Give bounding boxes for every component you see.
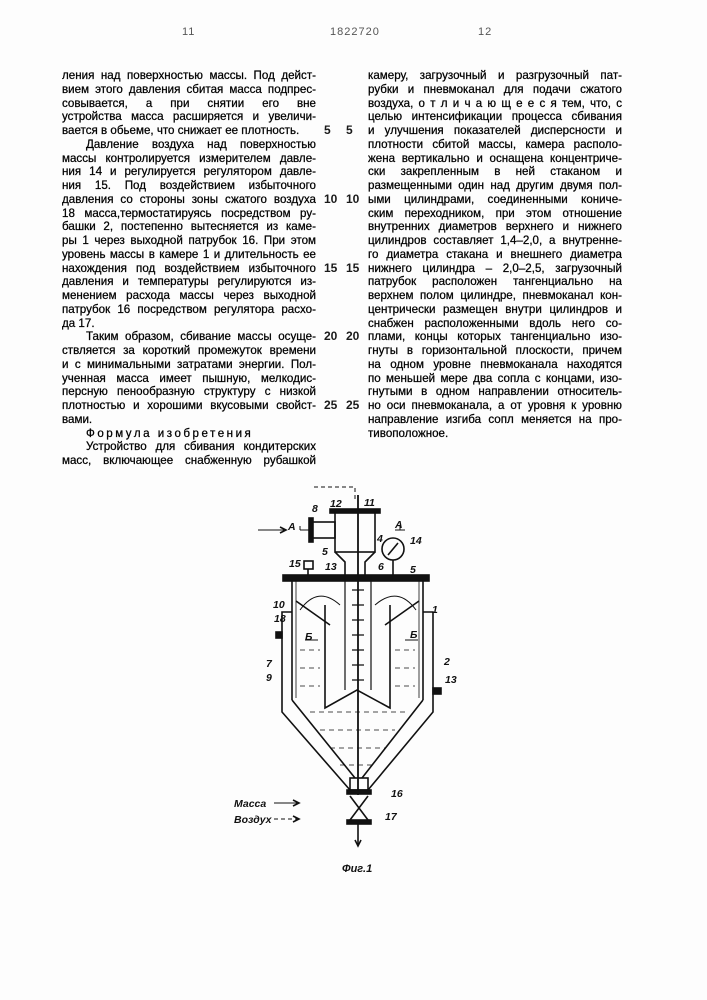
text-line: совывается, а при снятии его вне	[62, 97, 316, 111]
figure-label: 8	[312, 503, 318, 515]
line-number: 10	[324, 193, 337, 207]
legend-mass: Масса	[234, 798, 266, 810]
text-line: плами, концы которых тангенциально изо-	[368, 330, 622, 344]
text-line: 18 масса,термостатируясь посредством ру-	[62, 207, 316, 221]
text-line: да 17.	[62, 317, 316, 331]
text-line: ния 14 и регулируется регулятором давле-	[62, 165, 316, 179]
text-line: ления над поверхностью массы. Под дейст-	[62, 69, 316, 83]
text-line: и с минимальными затратами энергии. Пол-	[62, 358, 316, 372]
text-line: размещенными один над другим двумя пол-	[368, 179, 622, 193]
figure-label: 13	[325, 561, 337, 573]
figure-label: 12	[330, 498, 342, 510]
text-line: и улучшения показателей дисперсности и	[368, 124, 622, 138]
text-line: гнуты в горизонтальной плоскости, причем	[368, 344, 622, 358]
text-line: устройства масса расширяется и увеличи-	[62, 110, 316, 124]
figure-label: Б	[305, 631, 313, 643]
text-line: верхнем полом цилиндре, пневмоканал кон-	[368, 289, 622, 303]
figure-label: 10	[273, 599, 285, 611]
line-number: 20	[346, 330, 359, 344]
figure-label: 16	[391, 788, 403, 800]
patent-number: 1822720	[330, 26, 380, 38]
text-line: уровень массы в камере 1 и длительность ее	[62, 248, 316, 262]
line-number: 5	[324, 124, 331, 138]
text-line: тивоположное.	[368, 427, 622, 441]
text-line: на одном уровне пневмоканала находятся	[368, 358, 622, 372]
text-line: ры 1 через выходной патрубок 16. При этом	[62, 234, 316, 248]
text-line: нахождения под воздействием избыточного	[62, 262, 316, 276]
text-line: но оси пневмоканала, а от уровня к уровню	[368, 399, 622, 413]
text-line: менением расхода массы через выходной	[62, 289, 316, 303]
line-number: 25	[346, 399, 359, 413]
text-line: целью интенсификации процесса сбивания	[368, 110, 622, 124]
line-number: 20	[324, 330, 337, 344]
patent-page	[0, 0, 707, 1000]
text-line: патрубок 16 посредством регулятора расхо-	[62, 303, 316, 317]
text-line: ученная масса имеет пышную, мелкодис-	[62, 372, 316, 386]
text-line: по меньшей мере два сопла с концами, изо-	[368, 372, 622, 386]
text-line: цилиндров составляет 1,4–2,0, а внутренне-	[368, 234, 622, 248]
figure-caption: Фиг.1	[342, 863, 372, 875]
figure-labels	[266, 497, 457, 823]
figure-label: 13	[445, 674, 457, 686]
figure-label: 17	[385, 811, 398, 823]
line-number: 25	[324, 399, 337, 413]
text-line: гнутыми в одном направлении относитель-	[368, 385, 622, 399]
line-number: 10	[346, 193, 359, 207]
text-line: давления и температуры регулируются из-	[62, 275, 316, 289]
text-line: масс, включающее снабженную рубашкой	[62, 454, 316, 468]
text-line: давления со стороны зоны сжатого воздуха	[62, 193, 316, 207]
text-line: камеру, загрузочный и разгрузочный пат-	[368, 69, 622, 83]
text-line: массы контролируется измерителем давле-	[62, 152, 316, 166]
figure-label: 2	[443, 656, 450, 668]
text-line: плотностью и хорошими вкусовыми свойст-	[62, 399, 316, 413]
text-line: жена вертикально и оснащена концентриче-	[368, 152, 622, 166]
text-line: ствляется за короткий промежуток времени	[62, 344, 316, 358]
text-line: Таким образом, сбивание массы осуще-	[62, 330, 316, 344]
text-line: башки 2, постепенно вытесняется из каме-	[62, 220, 316, 234]
line-number: 15	[324, 262, 337, 276]
figure-label: А	[394, 519, 403, 531]
text-line: нижнего цилиндра – 2,0–2,5, загрузочный	[368, 262, 622, 276]
figure-label: Б	[410, 629, 418, 641]
legend-air: Воздух	[234, 814, 273, 826]
text-line: воздуха, о т л и ч а ю щ е е с я тем, что, с	[368, 97, 622, 111]
text-line: персную пенообразную структуру с низкой	[62, 385, 316, 399]
figure-label: 18	[274, 613, 286, 625]
right-page-number: 12	[478, 26, 492, 38]
text-line: го диаметра стакана и внешнего диаметра	[368, 248, 622, 262]
figure-label: 7	[266, 658, 273, 670]
figure-label: 1	[432, 604, 438, 616]
left-page-number: 11	[182, 26, 195, 38]
text-line: внутренних диаметров верхнего и нижнего	[368, 220, 622, 234]
figure-label: 5	[322, 546, 328, 558]
text-line: вием этого давления сбитая масса подпрес-	[62, 83, 316, 97]
figure-1-apparatus-drawing	[0, 0, 707, 1000]
text-line: снабжен расположенными вдоль него со-	[368, 317, 622, 331]
text-line: центрически размещен внутри цилиндров и	[368, 303, 622, 317]
section-heading: Формула изобретения	[62, 427, 316, 441]
line-number: 5	[346, 124, 353, 138]
text-line: вается в обьеме, что снижает ее плотность.	[62, 124, 316, 138]
text-line: рубки и пневмоканал для подачи сжатого	[368, 83, 622, 97]
figure-label: 11	[364, 497, 375, 509]
text-line: ыми цилиндрами, соединенными коничe-	[368, 193, 622, 207]
figure-label: А	[287, 521, 296, 533]
text-line: направление изгиба сопл меняется на про-	[368, 413, 622, 427]
text-line: Устройство для сбивания кондитерских	[62, 440, 316, 454]
text-line: Давление воздуха над поверхностью	[62, 138, 316, 152]
text-line: ским переходником, при этом отношение	[368, 207, 622, 221]
line-number: 15	[346, 262, 359, 276]
figure-label: 4	[376, 533, 383, 545]
text-line: ски закрепленным в ней стаканом и	[368, 165, 622, 179]
figure-label: 14	[410, 535, 422, 547]
figure-label: 5	[410, 564, 416, 576]
text-line: плотности сбитой массы, камера располо-	[368, 138, 622, 152]
text-line: ния 15. Под воздействием избыточного	[62, 179, 316, 193]
text-line: вами.	[62, 413, 316, 427]
figure-label: 6	[378, 561, 384, 573]
text-line: патрубок расположен тангенциально на	[368, 275, 622, 289]
figure-label: 9	[266, 672, 272, 684]
figure-label: 15	[289, 558, 301, 570]
